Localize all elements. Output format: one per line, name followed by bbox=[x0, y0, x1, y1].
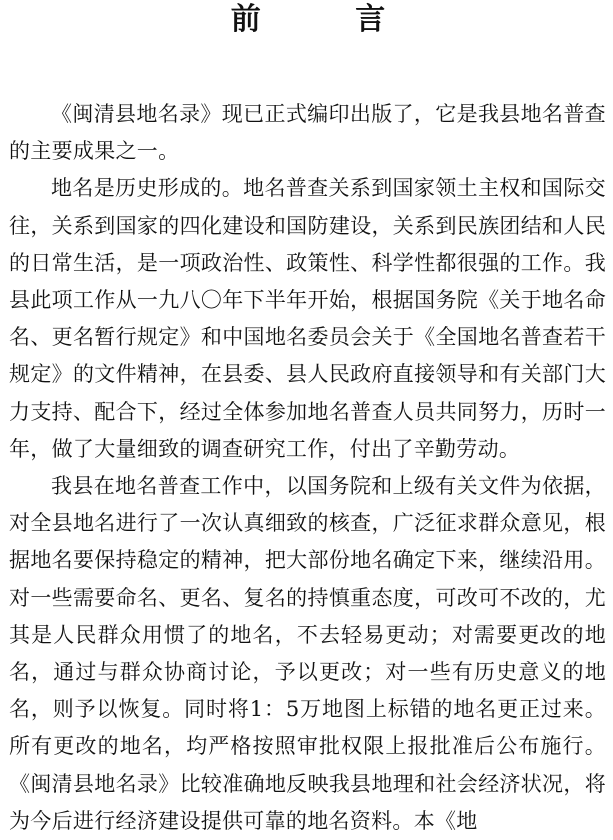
body-text bbox=[9, 96, 606, 840]
page-title: 前 言 bbox=[230, 2, 428, 37]
paragraph-intro: 《闽清县地名录》现已正式编印出版了，它是我县地名普查的主要成果之一。 bbox=[9, 102, 606, 164]
paragraph-history: 地名是历史形成的。地名普查关系到国家领土主权和国际交往，关系到国家的四化建设和国防建设，关系到民族团结和人民的日常生活，是一项政治性、政策性、科学性都很强的工作。我县此项工作从一九八〇年下半年开始，根据国务院《关于地名命名、更名暂行规定》和中国地名委员会关于《全国地名普查若干规定》的文件精神，在县委、县人民政府直接领导和有关部门大力支持、配合下，经过全体参加地名普查人员共同努力，历时一年，做了大量细致的调查研究工作，付出了辛勤劳动。 bbox=[9, 176, 606, 461]
paragraph-survey-work: 我县在地名普查工作中，以国务院和上级有关文件为依据，对全县地名进行了一次认真细致的核查，广泛征求群众意见，根据地名要保持稳定的精神，把大部份地名确定下来，继续沿用。对一些需要命名、更名、复名的持慎重态度，可改可不改的，尤其是人民群众用惯了的地名，不去轻易更动；对需要更改的地名，通过与群众协商讨论，予以更改；对一些有历史意义的地名，则予以恢复。同时将1：5万地图上标错的地名更正过来。所有更改的地名，均严格按照审批权限上报批准后公布施行。《闽清县地名录》比较准确地反映我县地理和社会经济状况，将为今后进行经济建设提供可靠的地名资料。本《地 bbox=[9, 474, 606, 833]
